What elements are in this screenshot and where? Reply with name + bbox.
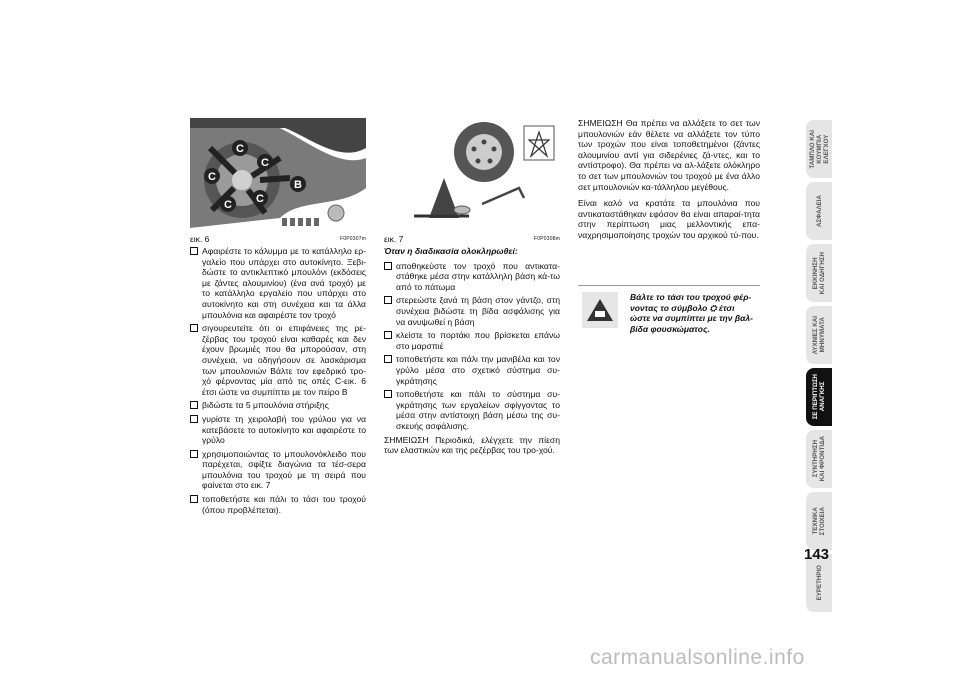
list-item: αποθηκεύστε τον τροχό που αντικατα-στάθηκε μέσα στην κατάλληλη βάση κά-τω από το πάτωμα <box>384 261 560 293</box>
list-item: στερεώστε ξανά τη βάση στον γάντζο, στη συνέχεια βιδώστε τη βίδα ασφάλισης για να ανυψωθεί η βάση <box>384 295 560 327</box>
checkbox-icon <box>384 262 392 270</box>
tab-starting-driving[interactable]: ΕΚΚΙΝΗΣΗ ΚΑΙ ΟΔΗΓΗΣΗ <box>806 244 832 302</box>
checkbox-icon <box>190 401 198 409</box>
column-3 <box>578 118 760 247</box>
warning-box <box>578 285 760 336</box>
warning-triangle-icon <box>582 292 618 328</box>
checkbox-icon <box>384 390 392 398</box>
list-item: κλείστε το πορτάκι που βρίσκεται επάνω στο μαρσπιέ <box>384 330 560 351</box>
checkbox-icon <box>190 415 198 423</box>
checkbox-icon <box>190 324 198 332</box>
tab-dashboard[interactable]: ΤΑΜΠΛΟ ΚΑΙ ΚΟΥΜΠΙΑ ΕΛΕΓΧΟΥ <box>806 120 832 178</box>
callout-c-3: C <box>208 171 216 183</box>
note-tyre-pressure: ΣΗΜΕΙΩΣΗ Περιοδικά, ελέγχετε την πίεση των ελαστικών και της ρεζέρβας του τρο-χού. <box>384 434 560 456</box>
list-item: γυρίστε τη χειρολαβή του γρύλου για να κατεβάσετε το αυτοκίνητο και αφαιρέστε το γρύλο <box>190 414 366 446</box>
tab-lights-messages[interactable]: ΛΥΧΝΙΕΣ ΚΑΙ ΜΗΝΥΜΑΤΑ <box>806 306 832 364</box>
list-item: τοποθετήστε και πάλι το τάσι του τροχού (όπου προβλέπεται). <box>190 494 366 515</box>
callout-c-5: C <box>256 193 264 205</box>
column-2 <box>384 246 560 456</box>
section-heading: Όταν η διαδικασία ολοκληρωθεί: <box>384 246 518 256</box>
figure-6-caption: εικ. 6 <box>190 234 210 244</box>
checkbox-icon <box>190 450 198 458</box>
checkbox-icon <box>384 296 392 304</box>
watermark: carmanualsonline.info <box>590 646 805 669</box>
warning-text: Βάλτε το τάσι του τροχού φέρ-νοντας το σύμβολο ⛭ έτσι ώστε να συμπίπτει με την βαλ-βίδα φουσκώματος. <box>630 292 753 334</box>
column-1 <box>190 246 366 518</box>
callout-c-4: C <box>224 199 232 211</box>
checkbox-icon <box>384 355 392 363</box>
tab-safety[interactable]: ΑΣΦΑΛΕΙΑ <box>806 182 832 240</box>
list-item: τοποθετήστε και πάλι το σύστημα συ-γκράτησης των εργαλείων σφίγγοντας το μέσα στην αντίστοιχη βάση μέσω της συ-σκευής ασφάλισης. <box>384 389 560 431</box>
list-item: Αφαιρέστε το κάλυμμα με το κατάλληλο ερ-γαλείο που υπάρχει στο αυτοκίνητο. Ξεβι-δώστε το αντικλεπτικό μπουλόνι (εκδόσεις με ζάντες αλουμινίου) (ένα ανά τροχό) με το κατάλληλο εργαλείο που υπάρχει στο αυτοκίνητο και στη συνέχεια και τα άλλα μπουλόνια και αφαιρέστε τον τροχό <box>190 246 366 320</box>
tools-illustration <box>384 118 560 240</box>
tab-index[interactable]: ΕΥΡΕΤΗΡΙΟ <box>806 554 832 612</box>
figure-7-code: F0P0308m <box>534 236 561 242</box>
figure-6 <box>190 118 366 240</box>
list-item: βιδώστε τα 5 μπουλόνια στήριξης <box>190 400 366 411</box>
tab-technical-data[interactable]: ΤΕΧΝΙΚΑ ΣΤΟΙΧΕΙΑ <box>806 492 832 550</box>
page-number: 143 <box>804 546 830 563</box>
figure-7 <box>384 118 560 240</box>
callout-c-2: C <box>261 157 269 169</box>
note-bolts: ΣΗΜΕΙΩΣΗ Θα πρέπει να αλλάξετε το σετ των μπουλονιών εάν θέλετε να αλλάξετε τον τύπο των τροχών που είναι τοποθετημένοι (ζάντες αλουμινίου αντί για σιδερένιες ζά-ντες, και το αντίστροφο). Θα πρέπει να αλ-λάξετε ολόκληρο το σετ των μπουλονιών του τροχού με ένα άλλο σετ μπουλονιών κα-τάλληλου μεγέθους. <box>578 118 760 192</box>
paragraph-keep-bolts: Είναι καλό να κρατάτε τα μπουλόνια που αντικαταστάθηκαν εφόσον θα είναι απαραί-τητα στην περίπτωση μιας μελλοντικής επα-ναχρησιμοποίησης τροχών του αρχικού τύ-που. <box>578 198 760 240</box>
callout-b: B <box>294 179 302 191</box>
callout-c-1: C <box>236 143 244 155</box>
checkbox-icon <box>190 495 198 503</box>
wheel-hub-illustration <box>190 118 366 240</box>
list-item: σιγουρευτείτε ότι οι επιφάνειες της ρε-ζέρβας του τροχού είναι καθαρές και δεν έχουν βρωμιές που θα μπορούσαν, στη συνέχεια, να οδηγήσουν σε λασκάρισμα των μπουλονιών Βάλτε τον εφεδρικό τρο-χό φέρνοντας μία από τις οπές C-εικ. 6 έτσι ώστε να συμπίπτει με τον πείρο B <box>190 323 366 397</box>
list-item: χρησιμοποιώντας το μπουλονόκλειδο που παρέχεται, σφίξτε διαγώνια τα τέσ-σερα μπουλόνια του τροχού με τη σειρά που φαίνεται στο εικ. 7 <box>190 449 366 491</box>
list-item: τοποθετήστε και πάλι την μανιβέλα και τον γρύλο μέσα στο σχετικό σύστημα συ-γκράτησης <box>384 354 560 386</box>
checkbox-icon <box>190 247 198 255</box>
checkbox-icon <box>384 331 392 339</box>
figure-6-code: F0P0307m <box>340 236 367 242</box>
tab-emergency[interactable]: ΣΕ ΠΕΡΙΠΤΩΣΗ ΑΝΑΓΚΗΣ <box>806 368 832 426</box>
tab-maintenance[interactable]: ΣΥΝΤΗΡΗΣΗ ΚΑΙ ΦΡΟΝΤΙΔΑ <box>806 430 832 488</box>
figure-7-caption: εικ. 7 <box>384 234 404 244</box>
